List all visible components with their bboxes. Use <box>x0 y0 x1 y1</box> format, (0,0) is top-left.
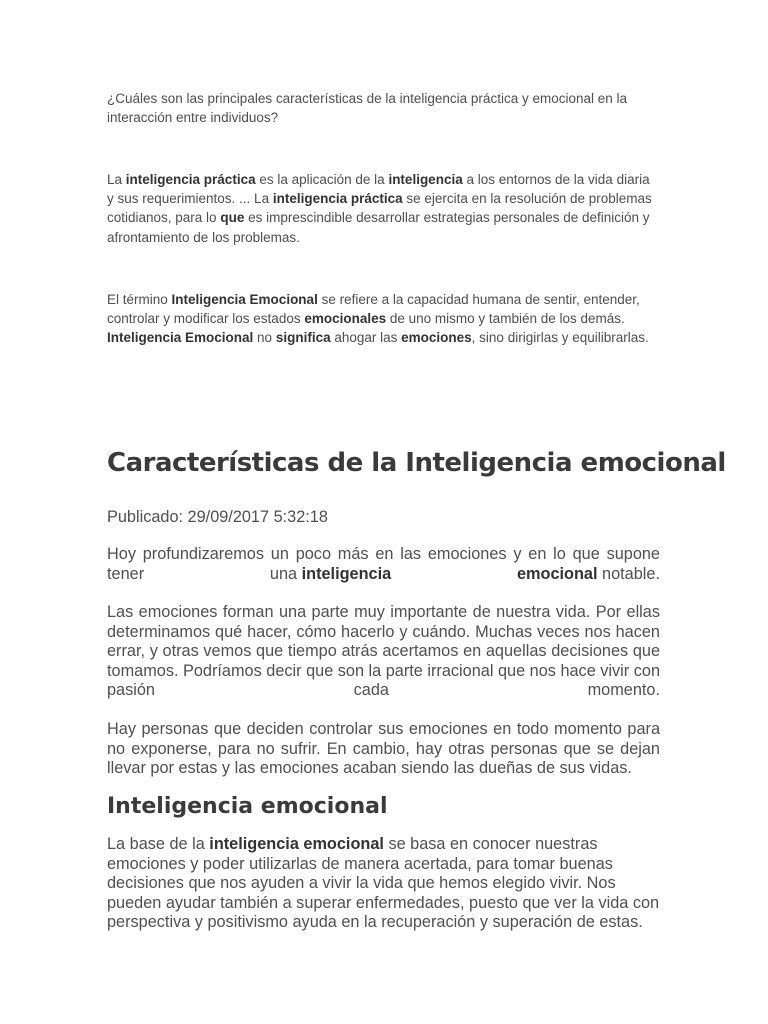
emotional-intelligence-definition: El término Inteligencia Emocional se refiere a la capacidad humana de sentir, entender, controlar y modificar los estados emocionales de uno mismo y también de los demás. Inteligencia Emocional no significa ahogar las emociones, sino dirigirlas y equilibrarlas. <box>107 292 649 346</box>
bold-term: inteligencia práctica <box>125 172 256 187</box>
bold-term: Inteligencia Emocional <box>171 292 318 307</box>
bold-term: inteligencia <box>388 172 463 187</box>
bold-term: inteligencia práctica <box>272 191 403 207</box>
intro-paragraph: Hoy profundizaremos un poco más en las emociones y en lo que supone tener una inteligencia emocional notable. <box>107 545 660 583</box>
bold-term: inteligencia emocional <box>209 835 384 853</box>
people-paragraph: Hay personas que deciden controlar sus emociones en todo momento para no exponerse, para no sufrir. En cambio, hay otras personas que se dejan llevar por estas y las emociones acaban siendo las dueñas de sus vidas. <box>107 720 660 777</box>
bold-term: significa <box>275 330 331 346</box>
article-title: Características de la Inteligencia emocional <box>107 448 726 478</box>
emotions-paragraph: Las emociones forman una parte muy importante de nuestra vida. Por ellas determinamos qué hacer, cómo hacerlo y cuándo. Muchas veces nos hacen errar, y otras vemos que tiempo atrás acertamos en aquellas decisiones que tomamos. Podríamos decir que son la parte irracional que nos hace vivir con pasión cada momento. <box>107 603 660 699</box>
base-paragraph: La base de la inteligencia emocional se basa en conocer nuestras emociones y poder utilizarlas de manera acertada, para tomar buenas decisiones que nos ayuden a vivir la vida que hemos elegido vivir. Nos pueden ayudar también a superar enfermedades, puesto que ver la vida con perspectiva y positivismo ayuda en la recuperación y superación de estas. <box>107 835 660 931</box>
bold-term: emociones <box>401 330 472 346</box>
bold-term: Inteligencia Emocional <box>107 330 254 346</box>
published-date: Publicado: 29/09/2017 5:32:18 <box>107 508 328 526</box>
bold-term: emocionales <box>304 311 387 327</box>
section-heading: Inteligencia emocional <box>107 794 388 819</box>
bold-term: que <box>220 210 245 226</box>
question-paragraph: ¿Cuáles son las principales características de la inteligencia práctica y emocional en la interacción entre individuos? <box>107 91 628 126</box>
practical-intelligence-paragraph: La inteligencia práctica es la aplicación de la inteligencia a los entornos de la vida diaria y sus requerimientos. ... La inteligencia práctica se ejercita en la resolución de problemas cotidianos, para lo que es imprescindible desarrollar estrategias personales de definición y afrontamiento de los problemas. <box>107 172 652 245</box>
